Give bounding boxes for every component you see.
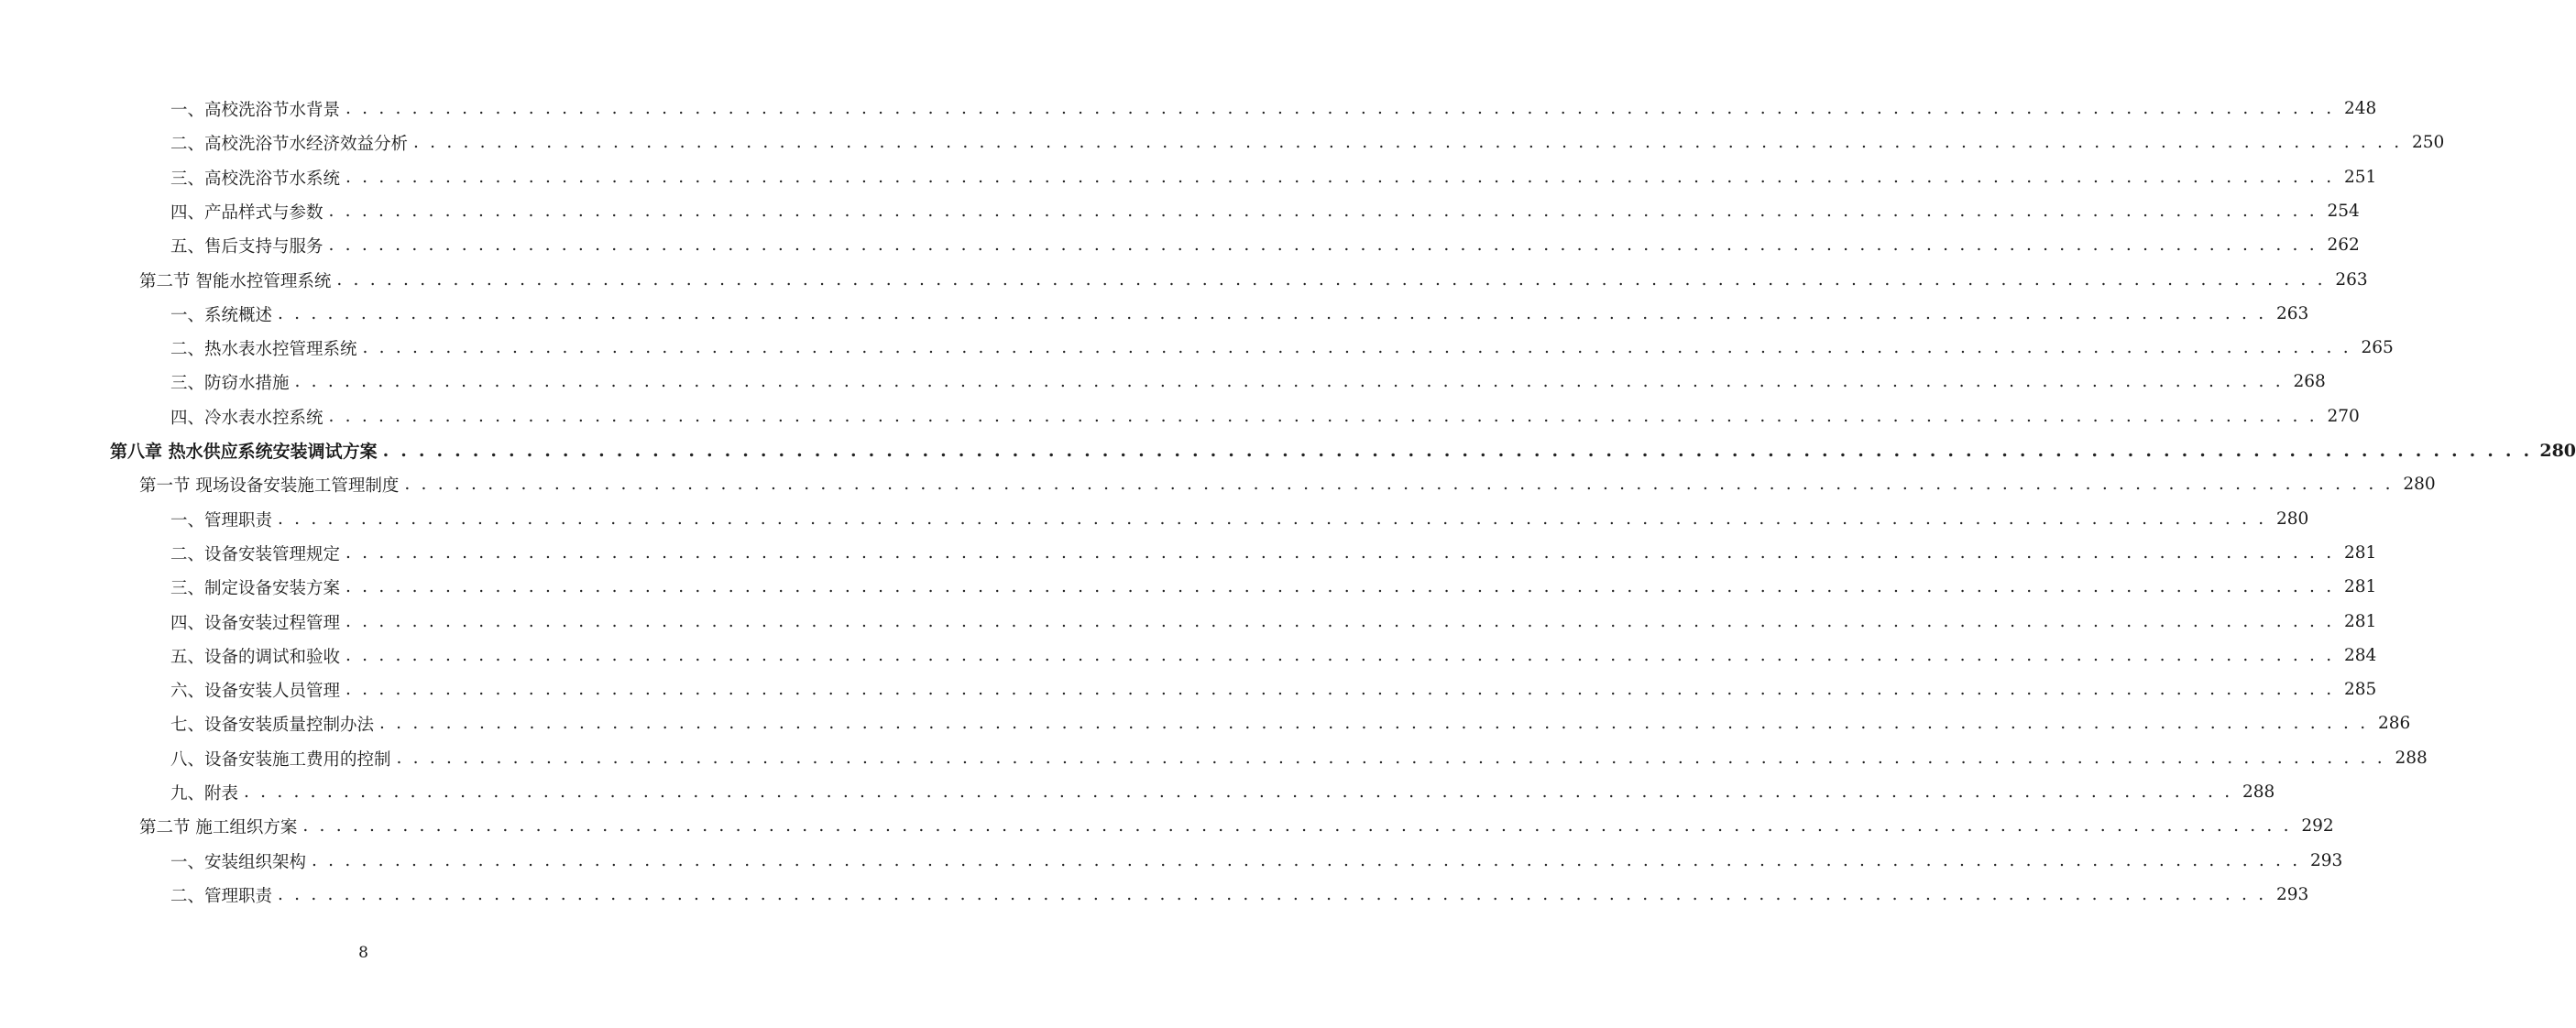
toc-entry-title: 二、设备安装管理规定 xyxy=(170,544,341,564)
toc-entry-page-number: 288 xyxy=(2242,782,2275,802)
dot-leader: . . . . . . . . . . . . . . . . . . . . . . . . . . . . . . . . . . . . . . . . . . . . . . . . . . . . . . . . . . . . . . . . . . . . . . . . . . . . . . . . . . . . . . . . . . . . . . . . . . . . . . . . . . . . . . . . . . . . . . . . xyxy=(396,749,2385,768)
toc-entry-title: 二、管理职责 xyxy=(170,886,273,906)
toc-entry-title: 九、附表 xyxy=(170,783,239,804)
toc-entry-page-number: 281 xyxy=(2343,543,2377,563)
toc-entry-item xyxy=(0,502,2309,536)
dot-leader: . . . . . . . . . . . . . . . . . . . . . . . . . . . . . . . . . . . . . . . . . . . . . . . . . . . . . . . . . . . . . . . . . . . . . . . . . . . . . . . . . . . . . . . . . . . . . . . . . . . . . . . . . . . . . . . . . . . . . . . . xyxy=(336,270,2326,290)
dot-leader: . . . . . . . . . . . . . . . . . . . . . . . . . . . . . . . . . . . . . . . . . . . . . . . . . . . . . . . . . . . . . . . . . . . . . . . . . . . . . . . . . . . . . . . . . . . . . . . . . . . . . . . . . . . . . . . . . . . . . . . . xyxy=(413,133,2403,152)
dot-leader: . . . . . . . . . . . . . . . . . . . . . . . . . . . . . . . . . . . . . . . . . . . . . . . . . . . . . . . . . . . . . . . . . . . . . . . . . . . . . . . . . . . . . . . . . . . . . . . . . . . . . . . . . . . . . . . . . . . . . . . . xyxy=(362,338,2351,357)
toc-entry-title: 一、系统概述 xyxy=(170,305,273,325)
toc-entry-title: 二、高校洗浴节水经济效益分析 xyxy=(170,134,409,154)
toc-entry-page-number: 263 xyxy=(2275,304,2309,323)
toc-entry-title: 一、管理职责 xyxy=(170,510,273,530)
toc-entry-title: 第二节 施工组织方案 xyxy=(139,817,298,837)
dot-leader: . . . . . . . . . . . . . . . . . . . . . . . . . . . . . . . . . . . . . . . . . . . . . . . . . . . . . . . . . . . . . . . . . . . . . . . . . . . . . . . . . . . . . . . . . . . . . . . . . . . . . . . . . . . . . . . . . . . . . . . . xyxy=(345,680,2335,699)
toc-entry-item xyxy=(0,331,2394,365)
toc-entry-page-number: 293 xyxy=(2275,885,2309,904)
toc-entry-section xyxy=(0,809,2334,843)
toc-entry-page-number: 250 xyxy=(2411,133,2445,152)
dot-leader: . . . . . . . . . . . . . . . . . . . . . . . . . . . . . . . . . . . . . . . . . . . . . . . . . . . . . . . . . . . . . . . . . . . . . . . . . . . . . . . . . . . . . . . . . . . . . . . . . . . . . . . . . . . . . . . . . . . . . . . . xyxy=(302,816,2292,836)
toc-entry-item xyxy=(0,297,2309,331)
toc-entry-page-number: 293 xyxy=(2309,851,2343,870)
toc-entry-title: 七、设备安装质量控制办法 xyxy=(170,715,375,735)
toc-entry-page-number: 286 xyxy=(2377,714,2411,733)
toc-entry-page-number: 288 xyxy=(2395,749,2428,768)
toc-entry-page-number: 265 xyxy=(2361,338,2394,357)
dot-leader: . . . . . . . . . . . . . . . . . . . . . . . . . . . . . . . . . . . . . . . . . . . . . . . . . . . . . . . . . . . . . . . . . . . . . . . . . . . . . . . . . . . . . . . . . . . . . . . . . . . . . . . . . . . . . . . . . . . . . . . . xyxy=(294,372,2284,391)
toc-entry-title: 三、高校洗浴节水系统 xyxy=(170,169,341,189)
dot-leader: . . . . . . . . . . . . . . . . . . . . . . . . . . . . . . . . . . . . . . . . . . . . . . . . . . . . . . . . . . . . . . . . . . . . . . . . . . . . . . . . . . . . . . . . . . . . . . . . . . . . . . . . . . . . . . . . . . . . . . . . xyxy=(278,304,2267,323)
toc-entry-page-number: 281 xyxy=(2343,577,2377,596)
toc-entry-title: 六、设备安装人员管理 xyxy=(170,681,341,701)
toc-entry-page-number: 281 xyxy=(2343,612,2377,631)
dot-leader: . . . . . . . . . . . . . . . . . . . . . . . . . . . . . . . . . . . . . . . . . . . . . . . . . . . . . . . . . . . . . . . . . . . . . . . . . . . . . . . . . . . . . . . . . . . . . . . . . . . . . . . . . . . . . . . . . . . . . . . . xyxy=(328,202,2318,221)
toc-entry-item xyxy=(0,365,2326,399)
toc-entry-chapter xyxy=(0,433,2576,467)
dot-leader: . . . . . . . . . . . . . . . . . . . . . . . . . . . . . . . . . . . . . . . . . . . . . . . . . . . . . . . . . . . . . . . . . . . . . . . . . . . . . . . . . . . . . . . . . . . . . . . . . . . . . . . . . . . . . . . . . . . . . . . . xyxy=(345,612,2335,631)
toc-entry-page-number: 280 xyxy=(2539,440,2576,461)
toc-entry-item xyxy=(0,160,2377,194)
toc-entry-item xyxy=(0,228,2360,262)
toc-entry-item xyxy=(0,536,2377,570)
dot-leader: . . . . . . . . . . . . . . . . . . . . . . . . . . . . . . . . . . . . . . . . . . . . . . . . . . . . . . . . . . . . . . . . . . . . . . . . . . . . . . . . . . . . . . . . . . . . . . . . . . . . . . . . . . . . . . . . . . . . . . . . xyxy=(328,407,2318,426)
toc-entry-page-number: 270 xyxy=(2327,407,2360,426)
dot-leader: . . . . . . . . . . . . . . . . . . . . . . . . . . . . . . . . . . . . . . . . . . . . . . . . . . . . . . . . . . . . . . . . . . . . . . . . . . . . . . . . . . . . . . . . . . . . . . . . . . . . . . . . . . . . . . . . . . . . . . . . xyxy=(345,99,2335,118)
toc-entry-item xyxy=(0,92,2377,126)
dot-leader: . . . . . . . . . . . . . . . . . . . . . . . . . . . . . . . . . . . . . . . . . . . . . . . . . . . . . . . . . . . . . . . . . . . . . . . . . . . . . . . . . . . . . . . . . . . . . . . . . . . . . . . . . . . . . . . . . . . . . . . . xyxy=(404,475,2394,494)
toc-entry-title: 三、防窃水措施 xyxy=(170,373,290,393)
toc-entry-title: 第八章 热水供应系统安装调试方案 xyxy=(110,442,378,462)
dot-leader: . . . . . . . . . . . . . . . . . . . . . . . . . . . . . . . . . . . . . . . . . . . . . . . . . . . . . . . . . . . . . . . . . . . . . . . . . . . . . . . . . . . . . . . . . . . . . . . . . . . . . . . . . . . . . . . . . . . . . . . . xyxy=(278,885,2267,904)
dot-leader: . . . . . . . . . . . . . . . . . . . . . . . . . . . . . . . . . . . . . . . . . . . . . . . . . . . . . . . . . . . . . . . . . . . . . . . . . . . . . . . . . . . . . . . . . . . . . . . . . . . . . . . . . . . . . . . . . . . . . . . . xyxy=(345,168,2335,187)
toc-entry-title: 第二节 智能水控管理系统 xyxy=(139,271,332,291)
toc-entry-title: 八、设备安装施工费用的控制 xyxy=(170,749,391,770)
toc-entry-title: 四、设备安装过程管理 xyxy=(170,613,341,633)
toc-entry-item xyxy=(0,844,2343,878)
dot-leader: . . . . . . . . . . . . . . . . . . . . . . . . . . . . . . . . . . . . . . . . . . . . . . . . . . . . . . . . . . . . . . . . . . . . . . . . . . . . . . . . . . . . . . . . . . . . . . . . . . . . . . . . . . . . . . . . . . . . . . . . xyxy=(278,509,2267,529)
toc-entry-page-number: 280 xyxy=(2403,475,2436,494)
dot-leader: . . . . . . . . . . . . . . . . . . . . . . . . . . . . . . . . . . . . . . . . . . . . . . . . . . . . . . . . . . . . . . . . . . . . . . . . . . . . . . . . . . . . . . . . . . . . . . . . . . . . . . . . . . . . . . . . . . . . . . . . xyxy=(345,543,2335,563)
toc-entry-item xyxy=(0,605,2377,639)
toc-entry-page-number: 268 xyxy=(2293,372,2326,391)
toc-entry-item xyxy=(0,399,2360,433)
toc-entry-section xyxy=(0,467,2436,501)
toc-entry-page-number: 251 xyxy=(2343,168,2377,187)
toc-entry-page-number: 254 xyxy=(2327,202,2360,221)
toc-entry-item xyxy=(0,706,2411,740)
dot-leader: . . . . . . . . . . . . . . . . . . . . . . . . . . . . . . . . . . . . . . . . . . . . . . . . . . . . . . . . . . . . . . . . . . . . . . . . . . . . . . . . . . . . . . . . . . . . . . . . . . . . . . . . . . . . . . . . . . . . . . . . xyxy=(244,782,2233,802)
toc-entry-page-number: 284 xyxy=(2343,646,2377,665)
toc-entry-title: 第一节 现场设备安装施工管理制度 xyxy=(139,476,400,496)
toc-entry-item xyxy=(0,775,2275,809)
toc-entry-page-number: 248 xyxy=(2343,99,2377,118)
toc-entry-title: 四、冷水表水控系统 xyxy=(170,408,323,428)
toc-entry-item xyxy=(0,639,2377,673)
toc-entry-page-number: 262 xyxy=(2327,235,2360,255)
dot-leader: . . . . . . . . . . . . . . . . . . . . . . . . . . . . . . . . . . . . . . . . . . . . . . . . . . . . . . . . . . . . . . . . . . . . . . . . . . . . . . . . . . . . . . . . . . . . . . . . . . . . . . . . . . . . . . . . . . . . . . . . xyxy=(382,440,2533,461)
page-number: 8 xyxy=(358,944,368,962)
dot-leader: . . . . . . . . . . . . . . . . . . . . . . . . . . . . . . . . . . . . . . . . . . . . . . . . . . . . . . . . . . . . . . . . . . . . . . . . . . . . . . . . . . . . . . . . . . . . . . . . . . . . . . . . . . . . . . . . . . . . . . . . xyxy=(312,851,2301,870)
toc-entry-title: 一、安装组织架构 xyxy=(170,852,307,872)
toc-entry-section xyxy=(0,263,2368,297)
toc-entry-item xyxy=(0,673,2377,706)
dot-leader: . . . . . . . . . . . . . . . . . . . . . . . . . . . . . . . . . . . . . . . . . . . . . . . . . . . . . . . . . . . . . . . . . . . . . . . . . . . . . . . . . . . . . . . . . . . . . . . . . . . . . . . . . . . . . . . . . . . . . . . . xyxy=(345,577,2335,596)
dot-leader: . . . . . . . . . . . . . . . . . . . . . . . . . . . . . . . . . . . . . . . . . . . . . . . . . . . . . . . . . . . . . . . . . . . . . . . . . . . . . . . . . . . . . . . . . . . . . . . . . . . . . . . . . . . . . . . . . . . . . . . . xyxy=(328,235,2318,255)
dot-leader: . . . . . . . . . . . . . . . . . . . . . . . . . . . . . . . . . . . . . . . . . . . . . . . . . . . . . . . . . . . . . . . . . . . . . . . . . . . . . . . . . . . . . . . . . . . . . . . . . . . . . . . . . . . . . . . . . . . . . . . . xyxy=(379,714,2369,733)
toc-entry-item xyxy=(0,194,2360,228)
toc-entry-item xyxy=(0,570,2377,604)
toc-entry-title: 一、高校洗浴节水背景 xyxy=(170,100,341,120)
toc-entry-page-number: 280 xyxy=(2275,509,2309,529)
toc-entry-title: 四、产品样式与参数 xyxy=(170,202,323,223)
toc-entry-page-number: 263 xyxy=(2335,270,2368,290)
toc-entry-page-number: 285 xyxy=(2343,680,2377,699)
toc-entry-item xyxy=(0,878,2309,912)
toc-entry-title: 五、售后支持与服务 xyxy=(170,236,323,257)
toc-entry-title: 三、制定设备安装方案 xyxy=(170,578,341,598)
toc-entry-item xyxy=(0,741,2428,775)
toc-entry-title: 五、设备的调试和验收 xyxy=(170,647,341,667)
toc-entry-item xyxy=(0,126,2445,159)
toc-entry-page-number: 292 xyxy=(2301,816,2334,836)
toc-entry-title: 二、热水表水控管理系统 xyxy=(170,339,357,359)
dot-leader: . . . . . . . . . . . . . . . . . . . . . . . . . . . . . . . . . . . . . . . . . . . . . . . . . . . . . . . . . . . . . . . . . . . . . . . . . . . . . . . . . . . . . . . . . . . . . . . . . . . . . . . . . . . . . . . . . . . . . . . . xyxy=(345,646,2335,665)
